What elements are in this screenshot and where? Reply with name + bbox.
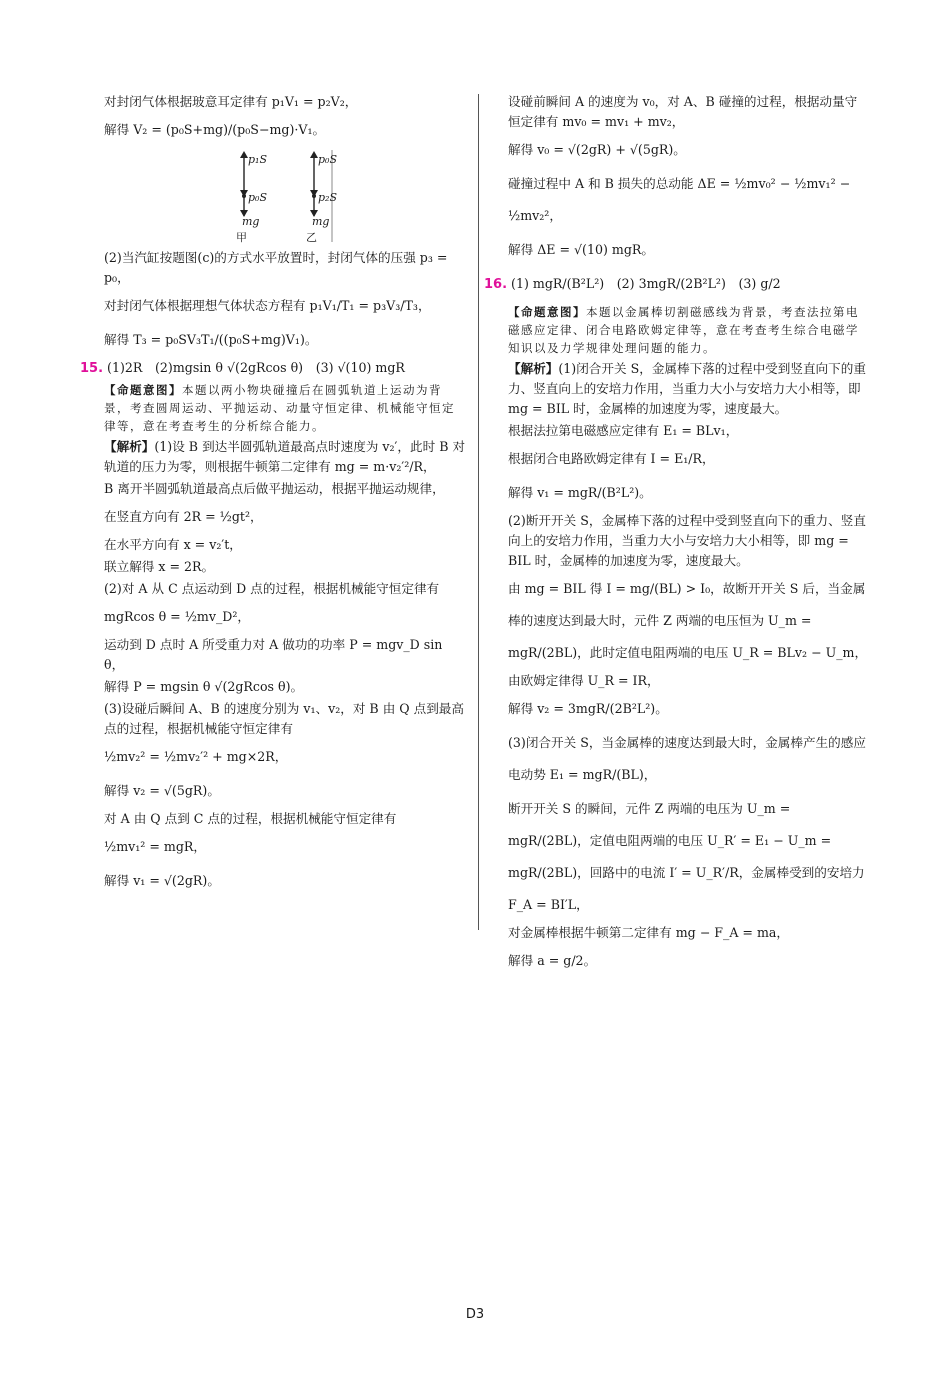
text-line: mgRcos θ = ½mv_D²， <box>104 609 251 624</box>
text-line: 根据法拉第电磁感应定律有 E₁ = BLv₁， <box>508 423 739 438</box>
force-label: p₀S <box>318 153 337 166</box>
text-line: 对封闭气体根据理想气体状态方程有 p₁V₁/T₁ = p₃V₃/T₃， <box>104 298 431 313</box>
text-line: 解得 P = mgsin θ √(2gRcos θ)。 <box>104 679 304 694</box>
text-line: 由 mg = BIL 得 I = mg/(BL) > I₀，故断开开关 S 后，当金属棒的速度达到最大时，元件 Z 两端的电压恒为 U_m = mgR/(2BL)，此时定值电阻两端的电压 U_R = BLv₂ − U_m， <box>508 581 868 660</box>
question-16-answer <box>484 268 868 301</box>
intent-paragraph <box>508 303 868 357</box>
question-number: 15. <box>80 361 104 376</box>
intent-text: 本题以金属棒切割磁感线为背景，考查法拉第电磁感应定律、闭合电路欧姆定律等，意在考查考生综合电磁学知识以及力学规律处理问题的能力。 <box>508 305 859 355</box>
section-tag: 【解析】 <box>104 439 155 454</box>
text-line: 解得 v₁ = mgR/(B²L²)。 <box>508 485 652 500</box>
text-line: ½mv₂² = ½mv₂′² + mg×2R， <box>104 749 288 764</box>
right-column <box>484 92 868 979</box>
text-line: 碰撞过程中 A 和 B 损失的总动能 ΔE = ½mv₀² − ½mv₁² − ½mv₂²， <box>508 176 851 223</box>
text-line: (3)设碰后瞬间 A、B 的速度分别为 v₁、v₂，对 B 由 Q 点到最高点的过程，根据机械能守恒定律有 <box>104 701 464 736</box>
force-label: p₂S <box>318 191 337 204</box>
text-line: 解得 v₁ = √(2gR)。 <box>104 873 220 888</box>
section-tag: 【命题意图】 <box>104 383 182 397</box>
text-line: 解得 v₂ = 3mgR/(2B²L²)。 <box>508 701 668 716</box>
analysis-paragraph <box>508 359 868 419</box>
text-line: B 离开半圆弧轨道最高点后做平抛运动，根据平抛运动规律， <box>104 481 445 496</box>
text-line: 在竖直方向有 2R = ½gt²， <box>104 509 263 524</box>
text-line: ½mv₁² = mgR， <box>104 839 206 854</box>
text-line: 断开开关 S 的瞬间，元件 Z 两端的电压为 U_m = mgR/(2BL)，定值电阻两端的电压 U_R′ = E₁ − U_m = mgR/(2BL)，回路中的电流 I′ = U_R′/R，金属棒受到的安培力 F_A = BI′L， <box>508 801 865 912</box>
text-line: 由欧姆定律得 U_R = IR， <box>508 673 660 688</box>
text-line: 解得 a = g/2。 <box>508 953 597 968</box>
text-line: 解得 v₀ = √(2gR) + √(5gR)。 <box>508 142 686 157</box>
text-line: 在水平方向有 x = v₂′t， <box>104 537 242 552</box>
intent-text: 本题以两小物块碰撞后在圆弧轨道上运动为背景，考查圆周运动、平抛运动、动量守恒定律、机械能守恒定律等，意在考查考生的分析综合能力。 <box>104 383 455 433</box>
left-column <box>80 92 466 899</box>
text-line: 对 A 由 Q 点到 C 点的过程，根据机械能守恒定律有 <box>104 811 397 826</box>
text-line: 运动到 D 点时 A 所受重力对 A 做功的功率 P = mgv_D sin θ， <box>104 637 443 672</box>
text-line: (3)闭合开关 S，当金属棒的速度达到最大时，金属棒产生的感应电动势 E₁ = mgR/(BL)， <box>508 735 866 782</box>
analysis-paragraph <box>104 437 466 477</box>
text-line: 对金属棒根据牛顿第二定律有 mg − F_A = ma， <box>508 925 790 940</box>
answer-summary: (1)2R (2)mgsin θ √(2gRcos θ) (3) √(10) mgR <box>107 360 405 375</box>
force-label: mg <box>312 215 330 228</box>
figure-caption: 乙 <box>306 231 317 244</box>
text-line: 解得 T₃ = p₀SV₃T₁/((p₀S+mg)V₁)。 <box>104 332 318 347</box>
force-diagram <box>226 150 336 246</box>
text-line: 解得 v₂ = √(5gR)。 <box>104 783 220 798</box>
text-line: 设碰前瞬间 A 的速度为 v₀，对 A、B 碰撞的过程，根据动量守恒定律有 mv₀ = mv₁ + mv₂， <box>508 94 858 129</box>
answer-summary: (1) mgR/(B²L²) (2) 3mgR/(2B²L²) (3) g/2 <box>511 276 781 291</box>
text-line: (2)当汽缸按题图(c)的方式水平放置时，封闭气体的压强 p₃ = p₀， <box>104 250 448 285</box>
text-line: 对封闭气体根据玻意耳定律有 p₁V₁ = p₂V₂， <box>104 94 358 109</box>
force-label: mg <box>242 215 260 228</box>
text-line: (2)对 A 从 C 点运动到 D 点的过程，根据机械能守恒定律有 <box>104 581 440 596</box>
text-line: 解得 ΔE = √(10) mgR。 <box>508 242 654 257</box>
section-tag: 【命题意图】 <box>508 305 586 319</box>
text-line: 联立解得 x = 2R。 <box>104 559 215 574</box>
intent-paragraph <box>104 381 466 435</box>
column-divider <box>478 94 479 930</box>
question-number: 16. <box>484 277 508 292</box>
figure-caption: 甲 <box>236 231 247 244</box>
section-tag: 【解析】 <box>508 361 559 376</box>
text-line: (2)断开开关 S，金属棒下落的过程中受到竖直向下的重力、竖直向上的安培力作用，当重力大小与安培力大小相等，即 mg = BIL 时，金属棒的加速度为零，速度最大。 <box>508 513 866 568</box>
force-label: p₀S <box>248 191 267 204</box>
text-line: 解得 V₂ = (p₀S+mg)/(p₀S−mg)·V₁。 <box>104 122 326 137</box>
page-number: D3 <box>465 1307 485 1322</box>
question-15-answer <box>80 358 466 379</box>
text-line: 根据闭合电路欧姆定律有 I = E₁/R， <box>508 451 715 466</box>
force-label: p₁S <box>248 153 267 166</box>
analysis-text: (1)闭合开关 S，金属棒下落的过程中受到竖直向下的重力、竖直向上的安培力作用，当重力大小与安培力大小相等，即 mg = BIL 时，金属棒的加速度为零，速度最大。 <box>508 361 866 416</box>
analysis-text: (1)设 B 到达半圆弧轨道最高点时速度为 v₂′，此时 B 对轨道的压力为零，则根据牛顿第二定律有 mg = m·v₂′²/R， <box>104 439 466 474</box>
